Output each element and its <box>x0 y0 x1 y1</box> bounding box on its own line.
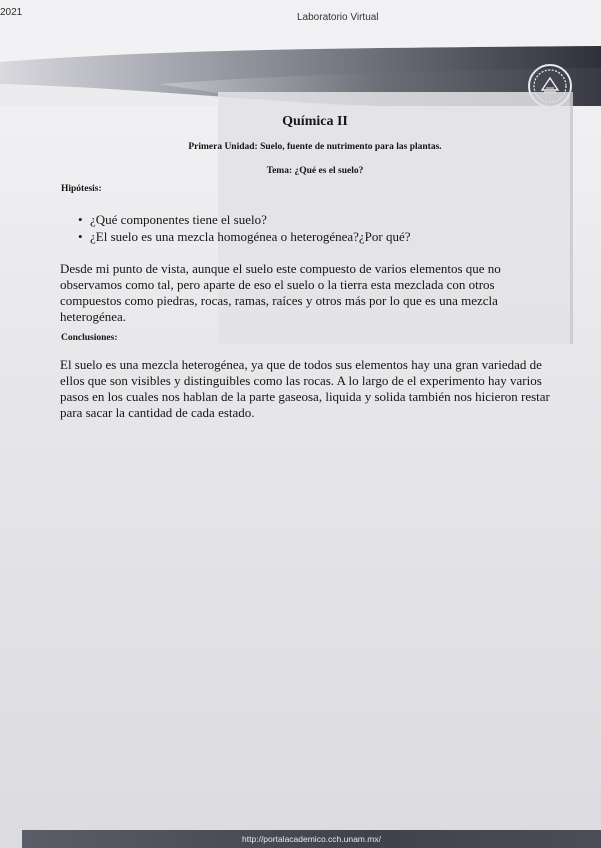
footer-bar <box>22 830 601 848</box>
topic-line <box>200 166 430 176</box>
list-item: • ¿Qué componentes tiene el suelo? <box>78 211 411 228</box>
conclusions-heading: Conclusiones: <box>61 333 118 343</box>
page-header-strip <box>0 0 601 44</box>
unit-label: Primera Unidad: <box>188 142 258 152</box>
course-title: Química II <box>282 114 348 129</box>
unit-text: Suelo, fuente de nutrimento para las plantas. <box>260 142 442 152</box>
header-year: 2021 <box>0 7 23 18</box>
header-title: Laboratorio Virtual <box>297 12 379 23</box>
conclusions-paragraph: El suelo es una mezcla heterogénea, ya que de todos sus elementos hay una gran variedad de ellos que son visibles y distinguibles como las rocas. A lo largo de el experimento hay varios pasos en los cuales nos hablan de la parte gaseosa, liquida y solida también nos hicieron restar para sacar la cantidad de cada estado. <box>60 357 550 420</box>
hypothesis-heading: Hipótesis: <box>61 184 102 194</box>
topic-text: ¿Qué es el suelo? <box>294 166 364 176</box>
footer-url: http://portalacademico.cch.unam.mx/ <box>242 834 381 844</box>
unit-line <box>150 142 480 152</box>
list-item: • ¿El suelo es una mezcla homogénea o heterogénea?¿Por qué? <box>78 228 411 245</box>
topic-label: Tema: <box>266 166 293 176</box>
hypothesis-list <box>78 211 411 245</box>
hypothesis-paragraph: Desde mi punto de vista, aunque el suelo este compuesto de varios elementos que no observamos como tal, pero aparte de eso el suelo o la tierra esta mezclada con otros compuestos como piedras, rocas, ramas, raíces y otros más por lo que es una mezcla heterogénea. <box>60 261 501 324</box>
